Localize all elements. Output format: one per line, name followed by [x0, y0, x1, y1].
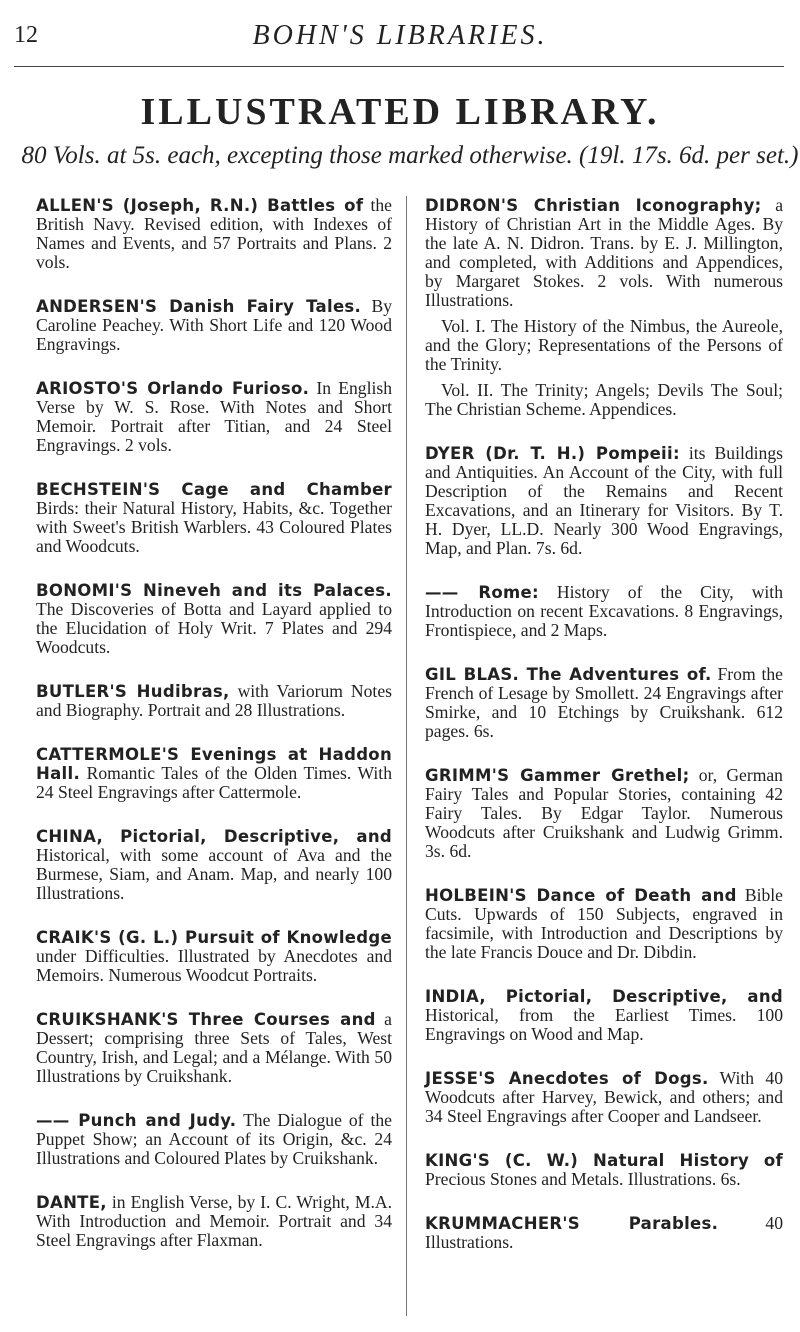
entry-text: with Variorum Notes and Biography. Portrait and 28 Illustrations.	[36, 681, 392, 720]
entry-text: The Dialogue of the Puppet Show; an Account of its Origin, &c. 24 Illustrations and Coloured Plates by Cruikshank.	[36, 1110, 392, 1168]
entry-text: From the French of Lesage by Smollett. 24 Engravings after Smirke, and 10 Etchings by Cruikshank. 612 pages. 6s.	[425, 664, 783, 741]
catalog-entry	[36, 581, 392, 657]
entry-text: With 40 Woodcuts after Harvey, Bewick, and others; and 34 Steel Engravings after Cooper and Landseer.	[425, 1068, 784, 1126]
entry-heading: CRAIK'S (G. L.) Pursuit of Knowledge	[36, 928, 392, 947]
catalog-entry	[425, 886, 783, 962]
entry-heading: DIDRON'S Christian Iconography;	[425, 196, 762, 215]
entry-text: In English Verse by W. S. Rose. With Notes and Short Memoir. Portrait after Titian, and 24 Steel Engravings. 2 vols.	[36, 378, 392, 455]
entry-heading: ALLEN'S (Joseph, R.N.) Battles of	[36, 196, 364, 215]
entry-text: under Difficulties. Illustrated by Anecdotes and Memoirs. Numerous Woodcut Portraits.	[36, 946, 392, 985]
entry-heading: DANTE,	[36, 1193, 107, 1212]
column-divider	[406, 196, 407, 1316]
catalog-entry	[36, 379, 392, 455]
entry-heading: BONOMI'S Nineveh and its Palaces.	[36, 581, 392, 600]
entry-heading: DYER (Dr. T. H.) Pompeii:	[425, 444, 680, 463]
catalog-entry	[36, 1193, 392, 1250]
entry-text: Historical, with some account of Ava and the Burmese, Siam, and Anam. Map, and nearly 100 Illustrations.	[36, 845, 392, 903]
catalog-entry	[425, 766, 783, 861]
entry-text: in English Verse, by I. C. Wright, M.A. With Introduction and Memoir. Portrait and 34 Steel Engravings after Flaxman.	[36, 1192, 392, 1250]
catalog-entry	[36, 827, 392, 903]
entry-volume-note: Vol. II. The Trinity; Angels; Devils The Soul; The Christian Scheme. Appendices.	[425, 380, 783, 419]
catalog-entry	[36, 480, 392, 556]
entry-text: a Dessert; comprising three Sets of Tales, West Country, Irish, and Legal; and a Mélange. With 50 Illustrations by Cruikshank.	[36, 1009, 392, 1086]
section-subtitle: 80 Vols. at 5s. each, excepting those marked otherwise. (19l. 17s. 6d. per set.)	[21, 142, 799, 169]
entry-heading: JESSE'S Anecdotes of Dogs.	[425, 1069, 709, 1088]
entry-heading: KING'S (C. W.) Natural History of	[425, 1151, 783, 1170]
catalog-entry	[36, 745, 392, 802]
entry-volume-note: Vol. I. The History of the Nimbus, the Aureole, and the Glory; Representations of the Persons of the Trinity.	[425, 316, 783, 374]
entry-heading: ARIOSTO'S Orlando Furioso.	[36, 379, 310, 398]
catalog-entry	[36, 928, 392, 985]
entry-heading: CHINA, Pictorial, Descriptive, and	[36, 827, 392, 846]
right-column	[425, 196, 783, 1277]
entry-text: The Discoveries of Botta and Layard applied to the Elucidation of Holy Writ. 7 Plates and 294 Woodcuts.	[36, 599, 392, 657]
catalog-entry	[425, 196, 783, 419]
catalog-entry	[36, 682, 392, 720]
entry-text: Bible Cuts. Upwards of 150 Subjects, engraved in facsimile, with Introduction and Descriptions by the late Francis Douce and Dr. Dibdin.	[425, 885, 783, 962]
catalog-entry	[36, 297, 392, 354]
catalog-entry	[36, 1010, 392, 1086]
catalog-entry	[425, 665, 783, 741]
catalog-entry	[425, 583, 783, 640]
entry-text: History of the City, with Introduction on recent Excavations. 8 Engravings, Frontispiece, and 2 Maps.	[425, 582, 783, 640]
catalog-entry	[36, 196, 392, 272]
catalog-entry	[425, 1069, 783, 1126]
section-title: ILLUSTRATED LIBRARY.	[140, 91, 660, 133]
entry-text: or, German Fairy Tales and Popular Stories, containing 42 Fairy Tales. By Edgar Taylor. Numerous Woodcuts after Cruikshank and Ludwig Grimm. 3s. 6d.	[425, 765, 783, 861]
entry-text: Precious Stones and Metals. Illustrations. 6s.	[425, 1169, 741, 1189]
catalog-entry	[425, 1151, 783, 1189]
entry-text: Historical, from the Earliest Times. 100 Engravings on Wood and Map.	[425, 1005, 783, 1044]
entry-heading: CRUIKSHANK'S Three Courses and	[36, 1010, 376, 1029]
entry-heading: BECHSTEIN'S Cage and Chamber	[36, 480, 392, 499]
entry-text: its Buildings and Antiquities. An Account of the City, with full Description of the Remains and Recent Excavations, and an Itinerary for Visitors. By T. H. Dyer, LL.D. Nearly 300 Wood Engravings, Map, and Plan. 7s. 6d.	[425, 443, 783, 558]
header-rule	[14, 66, 784, 67]
running-title: BOHN'S LIBRARIES.	[252, 20, 548, 51]
entry-heading: —— Punch and Judy.	[36, 1111, 237, 1130]
entry-text: the British Navy. Revised edition, with Indexes of Names and Events, and 57 Portraits and Plans. 2 vols.	[36, 195, 392, 272]
entry-heading: HOLBEIN'S Dance of Death and	[425, 886, 737, 905]
entry-heading: GRIMM'S Gammer Grethel;	[425, 766, 690, 785]
entry-heading: KRUMMACHER'S Parables.	[425, 1214, 719, 1233]
entry-text: a History of Christian Art in the Middle Ages. By the late A. N. Didron. Trans. by E. J. Millington, and completed, with Additions and Appendices, by Margaret Stokes. 2 vols. With numerous Illustrations.	[425, 195, 783, 310]
catalog-entry	[425, 1214, 783, 1252]
page-number: 12	[14, 22, 38, 48]
entry-text: 40 Illustrations.	[425, 1213, 783, 1252]
entry-heading: ANDERSEN'S Danish Fairy Tales.	[36, 297, 362, 316]
entry-heading: GIL BLAS. The Adventures of.	[425, 665, 712, 684]
left-column	[36, 196, 392, 1275]
entry-text: Birds: their Natural History, Habits, &c. Together with Sweet's British Warblers. 43 Coloured Plates and Woodcuts.	[36, 498, 392, 556]
entry-heading: CATTERMOLE'S Evenings at Haddon Hall.	[36, 745, 392, 783]
entry-heading: BUTLER'S Hudibras,	[36, 682, 230, 701]
catalog-entry	[425, 987, 783, 1044]
catalog-entry	[425, 444, 783, 558]
entry-text: By Caroline Peachey. With Short Life and 120 Wood Engravings.	[36, 296, 392, 354]
catalog-entry	[36, 1111, 392, 1168]
entry-heading: —— Rome:	[425, 583, 539, 602]
entry-text: Romantic Tales of the Olden Times. With 24 Steel Engravings after Cattermole.	[36, 763, 392, 802]
entry-heading: INDIA, Pictorial, Descriptive, and	[425, 987, 783, 1006]
